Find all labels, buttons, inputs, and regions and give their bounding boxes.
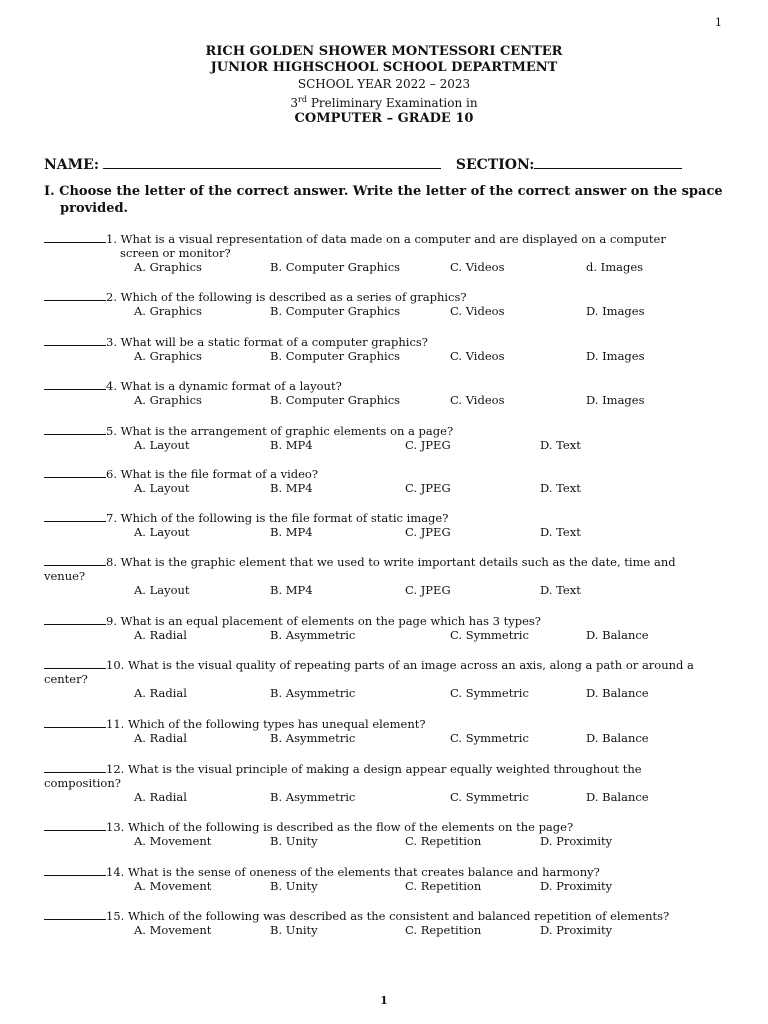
choice-row (44, 438, 714, 454)
question-item (44, 717, 714, 747)
question-line (44, 614, 714, 628)
answer-blank[interactable] (44, 865, 106, 876)
answer-choice: B. MP4 (270, 583, 313, 597)
question-text: 15. Which of the following was described as the consistent and balanced repetition of elements? (106, 909, 670, 923)
answer-choice: D. Text (540, 583, 581, 597)
answer-choice: D. Proximity (540, 834, 613, 848)
answer-choice: D. Text (540, 438, 581, 452)
answer-blank[interactable] (44, 467, 106, 478)
school-year: SCHOOL YEAR 2022 – 2023 (297, 77, 471, 91)
name-label: NAME: (44, 157, 99, 173)
answer-choice: A. Movement (134, 879, 212, 893)
question-item (44, 424, 714, 454)
question-text: 8. What is the graphic element that we used to write important details such as the date, time and (106, 555, 676, 569)
answer-choice: A. Graphics (134, 260, 202, 274)
question-item (44, 511, 714, 541)
answer-blank[interactable] (44, 909, 106, 920)
answer-choice: C. Videos (450, 304, 505, 318)
answer-blank[interactable] (44, 335, 106, 346)
question-item (44, 614, 714, 644)
answer-choice: C. JPEG (405, 583, 451, 597)
answer-choice: D. Balance (586, 686, 649, 700)
answer-choice: C. Videos (450, 260, 505, 274)
question-line (44, 424, 714, 438)
question-line (44, 290, 714, 304)
choice-row (44, 834, 714, 850)
answer-blank[interactable] (44, 290, 106, 301)
question-line (44, 232, 714, 246)
choice-row (44, 790, 714, 806)
answer-choice: B. MP4 (270, 525, 313, 539)
answer-choice: D. Proximity (540, 923, 613, 937)
answer-choice: B. Computer Graphics (270, 393, 401, 407)
instructions: I. Choose the letter of the correct answer. Write the letter of the correct answer on the space provided. (44, 184, 723, 216)
name-field[interactable] (103, 156, 441, 169)
subject-title: COMPUTER – GRADE 10 (294, 111, 474, 126)
answer-choice: B. Computer Graphics (270, 260, 401, 274)
section-field[interactable] (534, 156, 682, 169)
answer-blank[interactable] (44, 762, 106, 773)
answer-choice: C. Repetition (405, 879, 482, 893)
answer-choice: C. JPEG (405, 438, 451, 452)
question-item (44, 658, 714, 702)
question-item (44, 467, 714, 497)
question-line (44, 717, 714, 731)
question-item (44, 762, 714, 806)
choice-row (44, 525, 714, 541)
answer-blank[interactable] (44, 820, 106, 831)
answer-blank[interactable] (44, 511, 106, 522)
question-item (44, 379, 714, 409)
question-item (44, 335, 714, 365)
question-text-continued: center? (44, 672, 88, 686)
choice-row (44, 481, 714, 497)
question-text: 3. What will be a static format of a computer graphics? (106, 335, 428, 349)
question-text: 4. What is a dynamic format of a layout? (106, 379, 342, 393)
question-line (44, 467, 714, 481)
answer-blank[interactable] (44, 232, 106, 243)
choice-row (44, 349, 714, 365)
answer-blank[interactable] (44, 658, 106, 669)
answer-choice: B. Asymmetric (270, 686, 356, 700)
question-text: 6. What is the file format of a video? (106, 467, 319, 481)
answer-choice: A. Radial (134, 790, 187, 804)
answer-choice: B. Unity (270, 834, 318, 848)
question-line (44, 909, 714, 923)
answer-choice: C. Videos (450, 349, 505, 363)
answer-choice: A. Layout (134, 438, 190, 452)
answer-choice: D. Images (586, 304, 645, 318)
choice-row (44, 686, 714, 702)
choice-row (44, 393, 714, 409)
answer-choice: B. Asymmetric (270, 790, 356, 804)
answer-choice: D. Text (540, 481, 581, 495)
choice-row (44, 879, 714, 895)
school-name: RICH GOLDEN SHOWER MONTESSORI CENTER (205, 44, 563, 59)
answer-blank[interactable] (44, 717, 106, 728)
question-line (44, 379, 714, 393)
question-line (44, 335, 714, 349)
answer-choice: C. Videos (450, 393, 505, 407)
question-text-continued: screen or monitor? (120, 246, 231, 260)
question-line (44, 511, 714, 525)
question-text: 9. What is an equal placement of elements on the page which has 3 types? (106, 614, 541, 628)
choice-row (44, 583, 714, 599)
answer-choice: A. Graphics (134, 349, 202, 363)
question-text: 10. What is the visual quality of repeating parts of an image across an axis, along a path or around a (106, 658, 694, 672)
choice-row (44, 260, 714, 276)
answer-choice: C. Symmetric (450, 790, 529, 804)
answer-choice: D. Text (540, 525, 581, 539)
answer-blank[interactable] (44, 379, 106, 390)
page-number-top: 1 (715, 16, 722, 29)
answer-choice: C. Symmetric (450, 628, 529, 642)
answer-choice: d. Images (586, 260, 644, 274)
question-text: 2. Which of the following is described as a series of graphics? (106, 290, 467, 304)
choice-row (44, 731, 714, 747)
exam-title-text: Preliminary Examination in (310, 96, 478, 110)
exam-title (0, 92, 768, 111)
answer-blank[interactable] (44, 555, 106, 566)
answer-choice: B. Computer Graphics (270, 349, 401, 363)
question-line (44, 555, 714, 569)
question-item (44, 865, 714, 895)
section-label: SECTION: (455, 157, 535, 173)
choice-row (44, 304, 714, 320)
answer-choice: C. Symmetric (450, 731, 529, 745)
question-item (44, 909, 714, 939)
question-item (44, 555, 714, 599)
answer-choice: A. Radial (134, 731, 187, 745)
answer-choice: C. Symmetric (450, 686, 529, 700)
question-line (44, 820, 714, 834)
answer-choice: D. Images (586, 393, 645, 407)
answer-choice: B. Asymmetric (270, 628, 356, 642)
question-text-continued: venue? (44, 569, 86, 583)
answer-choice: A. Graphics (134, 304, 202, 318)
question-line (44, 865, 714, 879)
answer-choice: B. Asymmetric (270, 731, 356, 745)
answer-choice: B. MP4 (270, 438, 313, 452)
answer-choice: D. Images (586, 349, 645, 363)
answer-choice: C. JPEG (405, 481, 451, 495)
answer-choice: A. Layout (134, 481, 190, 495)
answer-choice: A. Radial (134, 686, 187, 700)
exam-header (0, 44, 768, 127)
answer-blank[interactable] (44, 614, 106, 625)
answer-choice: A. Layout (134, 583, 190, 597)
question-text: 1. What is a visual representation of data made on a computer and are displayed on a computer (106, 232, 666, 246)
answer-choice: D. Balance (586, 790, 649, 804)
question-text: 12. What is the visual principle of making a design appear equally weighted throughout the (106, 762, 642, 776)
question-text: 11. Which of the following types has unequal element? (106, 717, 426, 731)
student-info-line (44, 156, 734, 173)
question-text: 14. What is the sense of oneness of the elements that creates balance and harmony? (106, 865, 600, 879)
question-item (44, 232, 714, 276)
choice-row (44, 628, 714, 644)
answer-choice: C. JPEG (405, 525, 451, 539)
answer-choice: C. Repetition (405, 923, 482, 937)
answer-choice: B. Computer Graphics (270, 304, 401, 318)
answer-choice: A. Radial (134, 628, 187, 642)
answer-choice: B. Unity (270, 923, 318, 937)
answer-choice: D. Proximity (540, 879, 613, 893)
question-text: 7. Which of the following is the file format of static image? (106, 511, 449, 525)
answer-choice: C. Repetition (405, 834, 482, 848)
answer-choice: A. Layout (134, 525, 190, 539)
page-number-bottom: 1 (380, 994, 388, 1007)
department-name: JUNIOR HIGHSCHOOL SCHOOL DEPARTMENT (210, 60, 558, 75)
exam-ordinal-suffix: rd (298, 95, 307, 104)
question-text-continued: composition? (44, 776, 121, 790)
answer-blank[interactable] (44, 424, 106, 435)
question-text: 13. Which of the following is described as the flow of the elements on the page? (106, 820, 574, 834)
question-item (44, 290, 714, 320)
question-text: 5. What is the arrangement of graphic elements on a page? (106, 424, 454, 438)
question-item (44, 820, 714, 850)
answer-choice: D. Balance (586, 628, 649, 642)
answer-choice: A. Movement (134, 834, 212, 848)
question-line (44, 762, 714, 776)
answer-choice: D. Balance (586, 731, 649, 745)
exam-ordinal: 3 (290, 96, 299, 110)
answer-choice: B. MP4 (270, 481, 313, 495)
answer-choice: B. Unity (270, 879, 318, 893)
choice-row (44, 923, 714, 939)
answer-choice: A. Graphics (134, 393, 202, 407)
question-line (44, 658, 714, 672)
answer-choice: A. Movement (134, 923, 212, 937)
